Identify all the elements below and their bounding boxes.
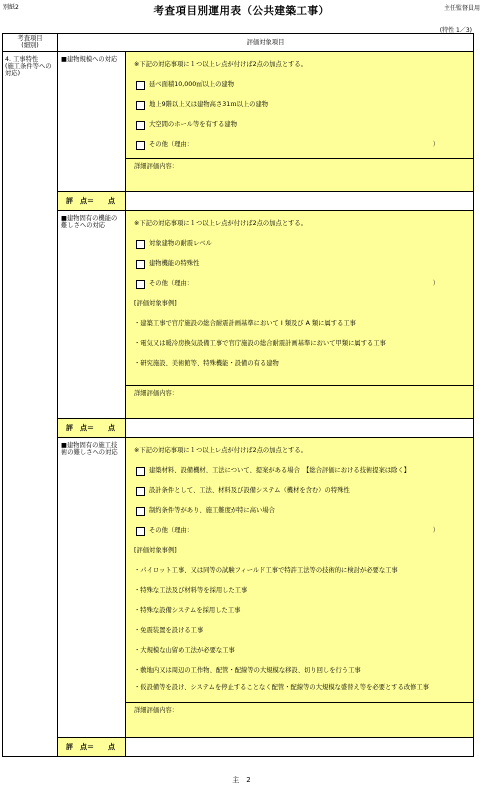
page-number: 主 2 — [232, 776, 251, 784]
checkbox-row[interactable]: 大空間のホール等を有する建物 — [134, 115, 469, 135]
checkbox-row[interactable]: 地上9階以上又は建物高さ31ｍ以上の建物 — [134, 95, 469, 115]
checkbox[interactable] — [136, 260, 145, 269]
checkbox-row[interactable]: 延べ面積10,000㎡以上の建物 — [134, 75, 469, 95]
examples-title: [評価対象事例] — [134, 547, 177, 555]
checkbox-row[interactable]: 建築材料、設備機材、工法について、提案がある場合 【総合評価における技術提案は除く】 — [134, 461, 469, 481]
checkbox-row-other[interactable]: その他（理由： ） — [134, 521, 469, 541]
user-label: 主任監督員用 — [443, 5, 480, 12]
example-item: ・電気又は暖冷房換気設備工事で官庁施設の総合耐震計画基準において甲類に属する工事 — [134, 340, 386, 348]
checkbox[interactable] — [136, 507, 145, 516]
examples-title: [評価対象事例] — [134, 300, 177, 308]
checkbox-row-other[interactable]: その他（理由： ） — [134, 135, 469, 155]
example-item: ・パイロット工事、又は同等の試験フィールド工事で特許工法等の技術的に検討が必要な工事 — [134, 567, 398, 575]
sheet-number: (特性 1／3) — [439, 27, 472, 34]
section-label-technique: ■建物固有の施工技術の難しさへの対応 — [58, 438, 126, 738]
checkbox[interactable] — [136, 101, 145, 110]
category-label: 4. 工事特性 (施工条件等への対応) — [3, 52, 58, 757]
checkbox[interactable] — [136, 527, 145, 536]
section-content-scale — [126, 52, 474, 192]
checkbox[interactable] — [136, 487, 145, 496]
score-cell[interactable]: 評 点＝ 点 — [58, 738, 126, 757]
checkbox[interactable] — [136, 81, 145, 90]
section-rule: ※下記の対応事項に１つ以上レ点が付けば2点の加点とする。 — [134, 447, 308, 455]
example-item: ・特殊な工法及び材料等を採用した工事 — [134, 587, 248, 595]
checkbox[interactable] — [136, 280, 145, 289]
example-item: ・特殊な設備システムを採用した工事 — [134, 607, 241, 615]
col2-header: 評価対象項目 — [58, 34, 474, 52]
col1-header: 考査項目 (細別) — [3, 34, 58, 52]
checkbox-row-other[interactable]: その他（理由： ） — [134, 274, 469, 294]
section-label-function: ■建物固有の機能の難しさへの対応 — [58, 211, 126, 419]
detail-field[interactable]: 詳細評価内容： — [126, 702, 473, 737]
example-item: ・大規模な山留め工法が必要な工事 — [134, 647, 235, 655]
section-label-scale: ■建物規模への対応 — [58, 52, 126, 192]
checkbox-row[interactable]: 対象建物の耐震レベル — [134, 234, 469, 254]
section-rule: ※下記の対応事項に１つ以上レ点が付けば2点の加点とする。 — [134, 220, 308, 228]
detail-field[interactable]: 詳細評価内容： — [126, 385, 473, 418]
page-title: 考査項目別運用表（公共建築工事） — [153, 5, 330, 17]
checkbox[interactable] — [136, 467, 145, 476]
checkbox-row[interactable]: 設計条件として、工法、材料及び設備システム（機材を含む）の特殊性 — [134, 481, 469, 501]
checkbox[interactable] — [136, 141, 145, 150]
example-item: ・免震装置を設ける工事 — [134, 627, 204, 635]
checkbox-row[interactable]: 制約条件等があり、施工難度が特に高い場合 — [134, 501, 469, 521]
example-item: ・仮設備等を設け、システムを停止することなく配管・配線等の大規模な盛替え等を必要とする改修工事 — [134, 684, 430, 691]
section-rule: ※下記の対応事項に１つ以上レ点が付けば2点の加点とする。 — [134, 61, 308, 69]
checkbox[interactable] — [136, 121, 145, 130]
detail-field[interactable]: 詳細評価内容： — [126, 158, 473, 191]
example-item: ・建築工事で官庁施設の総合耐震計画基準において I 類及び A 類に属する工事 — [134, 320, 356, 328]
section-content-technique — [126, 438, 474, 738]
score-cell[interactable]: 評 点＝ 点 — [58, 192, 126, 211]
example-item: ・敷地内又は周辺の工作物、配管・配線等の大規模な移設、切り回しを行う工事 — [134, 667, 361, 675]
checkbox[interactable] — [136, 240, 145, 249]
annex-label: 別紙2 — [3, 4, 19, 11]
checkbox-row[interactable]: 建物機能の特殊性 — [134, 254, 469, 274]
evaluation-table — [2, 33, 474, 757]
example-item: ・研究施設、美術館等、特殊機能・設備の有る建物 — [134, 360, 279, 368]
section-content-function — [126, 211, 474, 419]
score-cell[interactable]: 評 点＝ 点 — [58, 419, 126, 438]
